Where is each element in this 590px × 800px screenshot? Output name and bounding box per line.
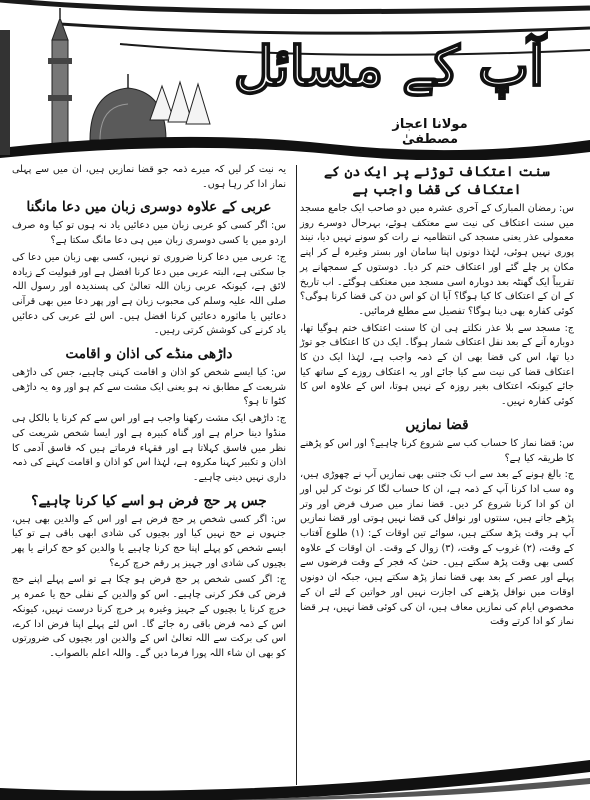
qaza-namaz-question: س: قضا نماز کا حساب کب سے شروع کرنا چاہیے؟ اور اس کو پڑھنے کا طریقہ کیا ہے؟ — [300, 437, 574, 464]
qaza-namaz-answer: ج: بالغ ہونے کے بعد سے اب تک جتنی بھی نمازیں آپ نے چھوڑی ہیں، وہ سب ادا کرنا آپ کے ذمہ ہے، ان کا حساب لگا کر نوٹ کر لیں اور ان کو ادا کرنا شروع کر دیں۔ قضا نماز میں صرف فرض اور وتر پڑھے جاتے ہیں، سنتوں اور نوافل کی قضا نہیں ہوتی اور قضا نمازیں آپ ہر وقت پڑھ سکتے ہیں، سوائے تین اوقات کے: (۱) طلوع آفتاب کے وقت، (۲) غروب کے وقت، (۳) زوال کے وقت۔ ان اوقات کے علاوہ کسی بھی وقت پڑھ سکتے ہیں۔ حتیٰ کہ فجر کے وقت فرضوں سے پہلے اور عصر کے بعد بھی قضا نماز پڑھ سکتے ہیں، جبکہ ان دونوں اوقات میں نوافل پڑھنے کی اجازت نہیں اور خواتین کے لئے ان کے مخصوص ایام کی نمازیں معاف ہیں، ان کی کوئی قضا نہیں، ہر قضا نماز کو ادا کرتے وقت — [300, 469, 574, 628]
masthead-title: آپ کے مسائل — [233, 34, 545, 98]
itikaf-question: س: رمضان المبارک کے آخری عشرہ میں دو صاحب ایک جامع مسجد میں سنت اعتکاف کی نیت سے معتکف ہوئے، بہرحال دوسرے روز معمولی عذر یعنی مسجد کی انتظامیہ نے رات کو سونے نہیں دیا، نیند پوری نہیں ہوئی، لہٰذا دونوں اپنا سامان اور بستر وغیرہ لے کر اپنے مکان پر چلے گئے اور اعتکاف ختم کر دیا۔ دوستوں کے سمجھانے پر تقریباً ایک گھنٹہ بعد دوبارہ اسی مسجد میں معتکف ہوگئے۔ اب تاریخ کے ان کے اعتکاف کا کیا ہوگا؟ آیا ان کو اس دن کی قضا کرنا ہوگی؟ کوئی کفارہ بھی دینا ہوگا؟ تفصیل سے مطلع فرمائیں۔ — [300, 203, 574, 317]
qaza-namaz-heading: قضا نمازیں — [405, 416, 469, 433]
right-column — [300, 163, 574, 632]
hajj-answer: ج: اگر کسی شخص پر حج فرض ہو چکا ہے تو اسے پہلے اپنے حج فرض کی فکر کرنی چاہیے۔ اس کو والدین کے نفلی حج یا عمرہ پر خرچ کرنا یا بچیوں کے جہیز وغیرہ پر خرچ کرنا درست نہیں، کیونکہ اس کے ذمہ فرض باقی رہ جائے گا۔ اس لئے پہلے اپنا فرض ادا کرے، اس کی برکت سے اللہ تعالیٰ اس کے والدین اور بچیوں کی ضرورتوں کو بھی ان شاء اللہ پورا فرما دیں گے۔ واللہ اعلم بالصواب۔ — [12, 574, 286, 659]
dua-language-answer: ج: عربی میں دعا کرنا ضروری تو نہیں، کسی بھی زبان میں دعا کی جا سکتی ہے، البتہ عربی میں دعا کرنا افضل ہے اور قبولیت کے زیادہ لائق ہے، کیونکہ عربی زبان اللہ تعالیٰ کی پسندیدہ اور رسول اللہ صلی اللہ علیہ وسلم کی محبوب زبان ہے اور پھر دعا میں بھی قرآنی دعائیں یا ماثورہ دعائیں کرنا افضل ہیں۔ اس لئے عربی کی دعائیں یاد کرنے کی کوشش کرتی رہیں۔ — [12, 251, 286, 337]
masthead-author: مولانا اعجاز مصطفیٰ — [392, 117, 468, 147]
hajj-question: س: اگر کسی شخص پر حج فرض ہے اور اس کے والدین بھی ہیں، جنہوں نے حج نہیں کیا اور بچیوں کی شادی ابھی باقی ہے تو کیا ایسے شخص کو پہلے اپنا حج کرنا چاہیے یا والدین کو حج کرانے یا پھر بچیوں کی شادی اور جہیز پر رقم خرچ کرے؟ — [12, 513, 286, 569]
azan-heading: داڑھی منڈے کی اذان و اقامت — [65, 346, 233, 363]
left-column — [12, 163, 286, 664]
azan-answer: ج: داڑھی ایک مشت رکھنا واجب ہے اور اس سے کم کرنا یا بالکل ہی منڈوا دینا حرام ہے اور گناہ کبیرہ ہے اور ایسا شخص شریعت کی نظر میں فاسق کہلاتا ہے اور فقہاء فرماتے ہیں کہ فاسق آدمی کا اذان و تکبیر کہنا مکروہ ہے، لہٰذا اس کو اذان و اقامت کہنے کی ذمہ داری نہیں دینی چاہیے۔ — [12, 413, 286, 483]
dua-language-question: س: اگر کسی کو عربی زبان میں دعائیں یاد نہ ہوں تو کیا وہ صرف اردو میں یا کسی دوسری زبان میں ہی دعا مانگ سکتا ہے؟ — [12, 220, 286, 247]
azan-question: س: کیا ایسے شخص کو اذان و اقامت کہنی چاہیے، جس کی داڑھی شریعت کے مطابق نہ ہو یعنی ایک مشت سے کم ہو اور وہ یہ داڑھی کٹوا تا ہو؟ — [12, 367, 286, 408]
itikaf-heading: سنت اعتکاف توڑنے پر ایک دن کے اعتکاف کی قضا واجب ہے — [324, 164, 550, 198]
masthead — [0, 0, 590, 150]
dua-language-heading: عربی کے علاوہ دوسری زبان میں دعا مانگنا — [26, 199, 272, 216]
qaza-namaz-continuation: یہ نیت کر لیں کہ میرے ذمہ جو قضا نمازیں ہیں، ان میں سے پہلی نماز ادا کر رہا ہوں۔ — [12, 164, 286, 190]
itikaf-answer: ج: مسجد سے بلا عذر نکلتے ہی ان کا سنت اعتکاف ختم ہوگیا تھا، دوبارہ آنے کے بعد نفل اعتکاف شمار ہوگا۔ ایک دن کا اعتکاف جو توڑ دیا تھا، اس کی قضا بھی ان کے ذمہ واجب ہے، لہٰذا ایک دن کا اعتکاف قضا کی نیت سے کیا جائے اور یہ اعتکاف روزے کے ساتھ کیا جائے کیونکہ اعتکاف بغیر روزہ کے نہیں ہوتا، اس کے علاوہ اس کا کوئی کفارہ نہیں۔ — [300, 322, 574, 408]
column-divider — [296, 165, 297, 785]
bottom-swoosh-decoration — [0, 740, 590, 800]
hajj-heading: جس پر حج فرض ہو اسے کیا کرنا چاہیے؟ — [31, 492, 267, 509]
